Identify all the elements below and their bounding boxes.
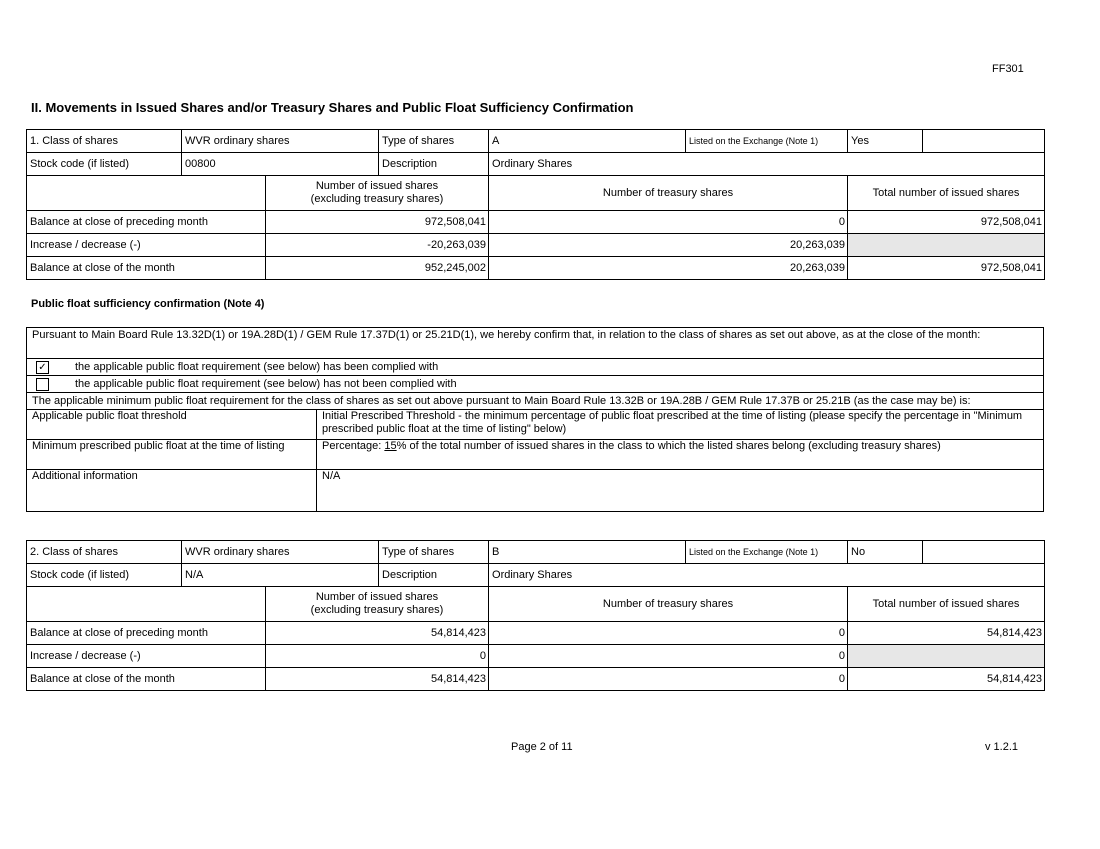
preceding-treasury: 0: [489, 211, 848, 234]
class1-table: [26, 129, 1045, 280]
public-float-block: [26, 327, 1044, 512]
row-change-label: Increase / decrease (-): [27, 645, 266, 668]
col-issued-header: Number of issued shares (excluding treasury shares): [266, 587, 489, 622]
change-issued: 0: [266, 645, 489, 668]
description-label: Description: [379, 153, 489, 176]
change-total: [848, 645, 1045, 668]
option-not-complied-row[interactable]: [27, 376, 1043, 393]
class-of-shares-label: 2. Class of shares: [27, 541, 182, 564]
listed-value: Yes: [848, 130, 923, 153]
minimum-prefix: Percentage:: [322, 440, 385, 452]
additional-value: N/A: [322, 470, 341, 482]
close-treasury: 20,263,039: [489, 257, 848, 280]
requirement-text: The applicable minimum public float requirement for the class of shares as set out above pursuant to Main Board Rule 13.32B or 19A.28B / GEM Rule 17.37B or 25.21B (as the case may be) is:: [27, 393, 1043, 410]
description-value: Ordinary Shares: [489, 153, 1045, 176]
change-treasury: 20,263,039: [489, 234, 848, 257]
col-issued-header: Number of issued shares (excluding treasury shares): [266, 176, 489, 211]
row-preceding-label: Balance at close of preceding month: [27, 622, 266, 645]
minimum-percent: 15: [384, 440, 397, 452]
close-total: 972,508,041: [848, 257, 1045, 280]
class-of-shares-value: WVR ordinary shares: [182, 130, 379, 153]
stock-code-label: Stock code (if listed): [27, 153, 182, 176]
close-issued: 952,245,002: [266, 257, 489, 280]
preceding-total: 972,508,041: [848, 211, 1045, 234]
listed-label: Listed on the Exchange (Note 1): [686, 541, 848, 564]
listed-value: No: [848, 541, 923, 564]
row-change-label: Increase / decrease (-): [27, 234, 266, 257]
type-of-shares-label: Type of shares: [379, 541, 489, 564]
page-number: Page 2 of 11: [511, 741, 573, 753]
blank-cell: [923, 130, 1045, 153]
public-float-intro: Pursuant to Main Board Rule 13.32D(1) or 19A.28D(1) / GEM Rule 17.37D(1) or 25.21D(1), we hereby confirm that, in relation to the class of shares as set out above, as at the close of the month:: [27, 328, 1043, 359]
change-treasury: 0: [489, 645, 848, 668]
type-of-shares-value: B: [489, 541, 686, 564]
change-total: [848, 234, 1045, 257]
class-of-shares-label: 1. Class of shares: [27, 130, 182, 153]
preceding-issued: 972,508,041: [266, 211, 489, 234]
header-blank: [27, 176, 266, 211]
row-close-label: Balance at close of the month: [27, 257, 266, 280]
threshold-value: Initial Prescribed Threshold - the minimum percentage of public float prescribed at the time of listing (please specify the percentage in "Minimum prescribed public float at the time of listing" below): [322, 410, 1023, 435]
form-code: FF301: [992, 63, 1024, 75]
stock-code-label: Stock code (if listed): [27, 564, 182, 587]
check-mark-icon: ✓: [38, 361, 47, 373]
description-value: Ordinary Shares: [489, 564, 1045, 587]
stock-code-value: N/A: [182, 564, 379, 587]
col-total-header: Total number of issued shares: [848, 587, 1045, 622]
blank-cell: [923, 541, 1045, 564]
threshold-label: Applicable public float threshold: [27, 410, 317, 439]
type-of-shares-value: A: [489, 130, 686, 153]
listed-label: Listed on the Exchange (Note 1): [686, 130, 848, 153]
stock-code-value: 00800: [182, 153, 379, 176]
close-total: 54,814,423: [848, 668, 1045, 691]
close-treasury: 0: [489, 668, 848, 691]
option-not-complied-label: the applicable public float requirement (see below) has not been complied with: [75, 378, 457, 390]
minimum-label: Minimum prescribed public float at the time of listing: [27, 440, 317, 469]
change-issued: -20,263,039: [266, 234, 489, 257]
description-label: Description: [379, 564, 489, 587]
class2-table: [26, 540, 1045, 691]
section-title: II. Movements in Issued Shares and/or Treasury Shares and Public Float Sufficiency Confirmation: [31, 100, 634, 115]
preceding-issued: 54,814,423: [266, 622, 489, 645]
additional-label: Additional information: [27, 470, 317, 511]
close-issued: 54,814,423: [266, 668, 489, 691]
row-close-label: Balance at close of the month: [27, 668, 266, 691]
class-of-shares-value: WVR ordinary shares: [182, 541, 379, 564]
checkbox-complied[interactable]: [36, 361, 49, 374]
preceding-total: 54,814,423: [848, 622, 1045, 645]
preceding-treasury: 0: [489, 622, 848, 645]
col-treasury-header: Number of treasury shares: [489, 176, 848, 211]
option-complied-label: the applicable public float requirement (see below) has been complied with: [75, 361, 439, 373]
col-treasury-header: Number of treasury shares: [489, 587, 848, 622]
version: v 1.2.1: [985, 741, 1019, 753]
option-complied-row[interactable]: [27, 359, 1043, 376]
col-total-header: Total number of issued shares: [848, 176, 1045, 211]
public-float-title: Public float sufficiency confirmation (Note 4): [31, 298, 265, 310]
header-blank: [27, 587, 266, 622]
minimum-value: [317, 440, 1043, 469]
checkbox-not-complied[interactable]: [36, 378, 49, 391]
row-preceding-label: Balance at close of preceding month: [27, 211, 266, 234]
minimum-suffix: % of the total number of issued shares in the class to which the listed shares belong (excluding treasury shares): [396, 440, 941, 452]
type-of-shares-label: Type of shares: [379, 130, 489, 153]
